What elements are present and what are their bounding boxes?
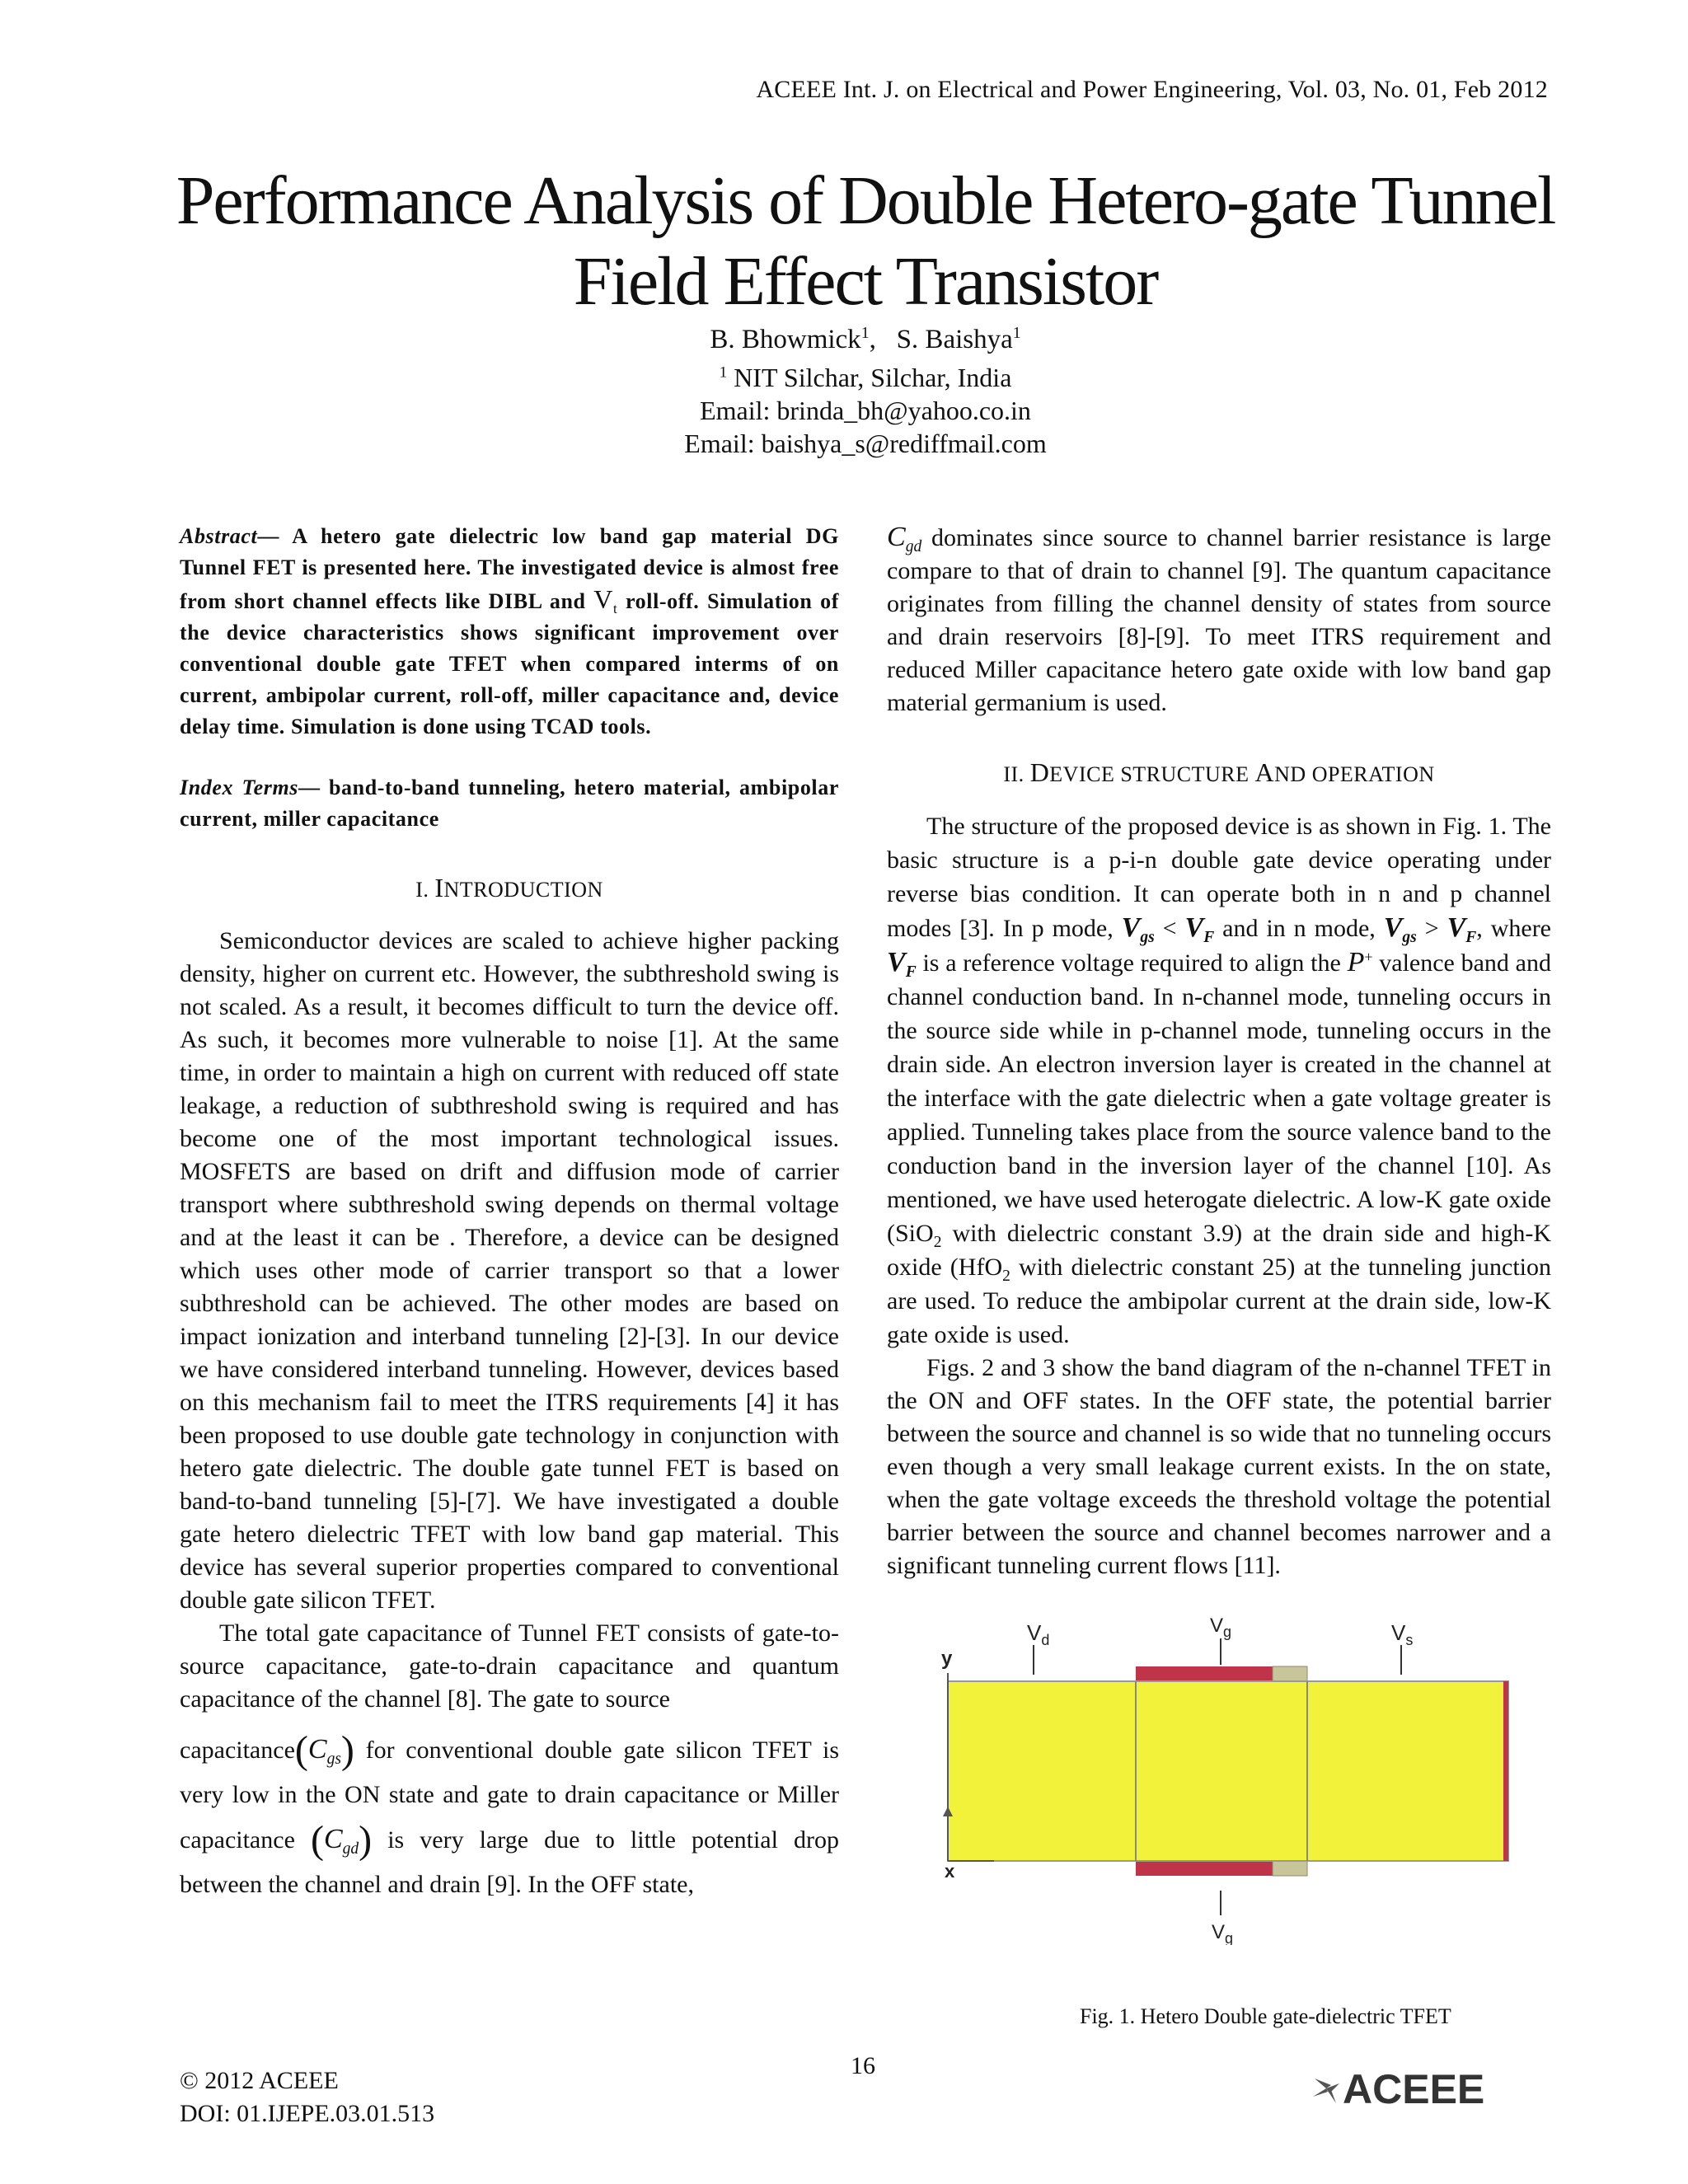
title-line-2: Field Effect Transistor <box>573 243 1158 320</box>
vg-top-label: $V_g$ <box>1210 1615 1232 1640</box>
paper-title <box>124 161 1607 322</box>
vs-label: $V_s$ <box>1391 1620 1414 1648</box>
device-structure-diagram <box>887 1615 1551 1945</box>
section-heading-introduction: I. INTRODUCTION <box>415 873 603 902</box>
intro-paragraph-2: The total gate capacitance of Tunnel FET consists of gate-to-source capacitance, gate-to-drain capacitance and quantum capacitance of the channel [8]. The gate to source <box>180 1619 839 1713</box>
source-contact <box>1503 1681 1508 1861</box>
title-line-1: Performance Analysis of Double Hetero-gate Tunnel <box>176 162 1555 239</box>
author-block <box>0 323 1688 460</box>
left-column <box>180 521 839 1907</box>
structure-paragraph-1: The structure of the proposed device is as shown in Fig. 1. The basic structure is a p-i-n double gate device operating under reverse bias condition. It can operate both in n and p channel modes [3]. In p mode, $V_{gs} < V_F$ and in n mode, $V_{gs} > V_F$, where $V_F$ is a reference voltage required to align the P+ valence band and channel conduction band. In n-channel mode, tunneling occurs in the source side while in p-channel mode, tunneling occurs in the drain side. An electron inversion layer is created in the channel at the interface with the gate dielectric when a gate voltage greater is applied. Tunneling takes place from the source valence band to the conduction band in the inversion layer of the channel [10]. As mentioned, we have used heterogate dielectric. A low-K gate oxide (SiO$_2$ with dielectric constant 3.9) at the drain side and high-K oxide (HfO$_2$ with dielectric constant 25) at the tunneling junction are used. To reduce the ambipolar current at the drain side, low-K gate oxide is used. <box>887 813 1552 1348</box>
journal-header: ACEEE Int. J. on Electrical and Power Engineering, Vol. 03, No. 01, Feb 2012 <box>756 76 1548 103</box>
vg-bottom-label: $V_g$ <box>1212 1921 1234 1945</box>
intro-continuation: $C_{gd}$ dominates since source to channel barrier resistance is large compare to that of drain to channel [9]. The quantum capacitance originates from filling the channel density of states from source and drain reservoirs [8]-[9]. To meet ITRS requirement and reduced Miller capacitance hetero gate oxide with low band gap material germanium is used. <box>887 522 1551 716</box>
author-names: B. Bhowmick$^1$, S. Baishya$^1$ <box>710 324 1021 354</box>
bottom-gate-high-k <box>1273 1861 1307 1876</box>
email-1: Email: brinda_bh@yahoo.co.in <box>700 396 1031 425</box>
footer-left <box>180 2064 434 2130</box>
aceee-logo <box>1306 2067 1554 2110</box>
email-2: Email: baishya_s@rediffmail.com <box>684 429 1047 458</box>
top-gate-high-k <box>1273 1666 1307 1681</box>
copyright: © 2012 ACEEE <box>180 2067 339 2094</box>
device-body <box>948 1681 1508 1861</box>
section-heading-device-structure: II. DEVICE STRUCTURE AND OPERATION <box>1003 757 1435 787</box>
vd-label: $V_d$ <box>1027 1620 1050 1648</box>
doi: DOI: 01.IJEPE.03.01.513 <box>180 2100 435 2127</box>
index-terms: Index Terms— band-to-band tunneling, hetero material, ambipolar current, miller capacitance <box>180 776 839 831</box>
abstract: Abstract— A hetero gate dielectric low band gap material DG Tunnel FET is presented here. The investigated device is almost free from short channel effects like DIBL and $V_t$ roll-off. Simulation of the device characteristics shows significant improvement over conventional double gate TFET when compared interms of on current, ambipolar current, roll-off, miller capacitance and, device delay time. Simulation is done using TCAD tools. <box>180 524 839 738</box>
logo-text: ACEEE <box>1343 2067 1485 2110</box>
intro-paragraph-2-cont: $capacitance(C_{gs})$ for conventional double gate silicon TFET is very low in the ON state and gate to drain capacitance or Miller capacitance $(C_{gd})$ is very large due to little potential drop between the channel and drain [9]. In the OFF state, <box>180 1728 840 1898</box>
x-axis-label: x <box>945 1861 955 1882</box>
bottom-gate-low-k <box>1136 1861 1273 1876</box>
author-2: S. Baishya <box>896 325 1013 354</box>
star-icon <box>1313 2079 1339 2103</box>
top-gate-low-k <box>1136 1666 1273 1681</box>
page-number: 16 <box>851 2052 875 2079</box>
intro-paragraph-1: Semiconductor devices are scaled to achieve higher packing density, higher on current etc. However, the subthreshold swing is not scaled. As a result, it becomes difficult to turn the device off. As such, it becomes more vulnerable to noise [1]. At the same time, in order to maintain a high on current with reduced off state leakage, a reduction of subthreshold swing is required and has become one of the most important technological issues. MOSFETS are based on drift and diffusion mode of carrier transport where subthreshold swing depends on thermal voltage and at the least it can be . Therefore, a device can be designed which uses other mode of carrier transport so that a lower subthreshold can be achieved. The other modes are based on impact ionization and interband tunneling [2]-[3]. In our device we have considered interband tunneling. However, devices based on this mechanism fail to meet the ITRS requirements [4] it has been proposed to use double gate technology in conjunction with hetero gate dielectric. The double gate tunnel FET is based on band-to-band tunneling [5]-[7]. We have investigated a double gate hetero dielectric TFET with low band gap material. This device has several superior properties compared to conventional double gate silicon TFET. <box>180 927 839 1614</box>
author-1: B. Bhowmick <box>710 325 861 354</box>
affiliation: $^1$ NIT Silchar, Silchar, India <box>719 363 1012 392</box>
structure-paragraph-2: Figs. 2 and 3 show the band diagram of the n-channel TFET in the ON and OFF states. In the OFF state, the potential barrier between the source and channel is so wide that no tunneling occurs even though a very small leakage current exists. In the on state, when the gate voltage exceeds the threshold voltage the potential barrier between the source and channel becomes narrower and a significant tunneling current flows [11]. <box>887 1354 1551 1579</box>
y-axis-label: y <box>941 1647 953 1670</box>
figure-1-caption: Fig. 1. Hetero Double gate-dielectric TFET <box>1080 2004 1451 2028</box>
figure-1 <box>887 1615 1551 1945</box>
right-column <box>887 521 1551 1945</box>
